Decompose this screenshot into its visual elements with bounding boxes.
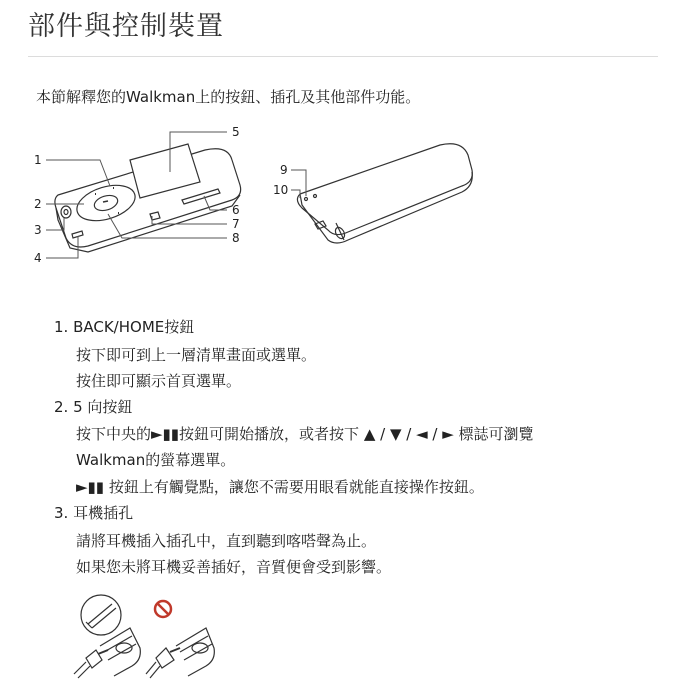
item-2-line-1: 按下中央的►▮▮按鈕可開始播放，或者按下 ▲ / ▼ / ◄ / ► 標誌可瀏覽 <box>76 425 534 443</box>
callout-7: 7 <box>232 217 240 231</box>
prohibited-icon <box>155 601 171 617</box>
callout-9: 9 <box>280 163 288 177</box>
callout-8: 8 <box>232 231 240 245</box>
callout-10: 10 <box>273 183 289 197</box>
item-2-line-3: ►▮▮ 按鈕上有觸覺點，讓您不需要用眼看就能直接操作按鈕。 <box>76 478 484 496</box>
item-1-line-2: 按住即可顯示首頁選單。 <box>76 372 242 390</box>
callout-1: 1 <box>34 153 42 167</box>
callout-5: 5 <box>232 125 240 139</box>
callout-2: 2 <box>34 197 42 211</box>
correct-insert-illustration <box>74 595 140 678</box>
item-3-line-2: 如果您未將耳機妥善插好，音質便會受到影響。 <box>76 558 392 576</box>
item-3-line-1: 請將耳機插入插孔中，直到聽到喀嗒聲為止。 <box>76 532 377 550</box>
item-2-heading: 2. 5 向按鈕 <box>54 398 133 416</box>
item-2-line-2: Walkman的螢幕選單。 <box>76 451 236 469</box>
intro-text: 本節解釋您的Walkman上的按鈕、插孔及其他部件功能。 <box>36 88 421 106</box>
page-title: 部件與控制裝置 <box>28 11 224 42</box>
callout-3: 3 <box>34 223 42 237</box>
callout-4: 4 <box>34 251 42 265</box>
item-1-line-1: 按下即可到上一層清單畫面或選單。 <box>76 346 317 364</box>
item-3-heading: 3. 耳機插孔 <box>54 504 134 522</box>
callout-6: 6 <box>232 203 240 217</box>
incorrect-insert-illustration <box>146 628 214 678</box>
item-1-heading: 1. BACK/HOME按鈕 <box>54 318 195 336</box>
